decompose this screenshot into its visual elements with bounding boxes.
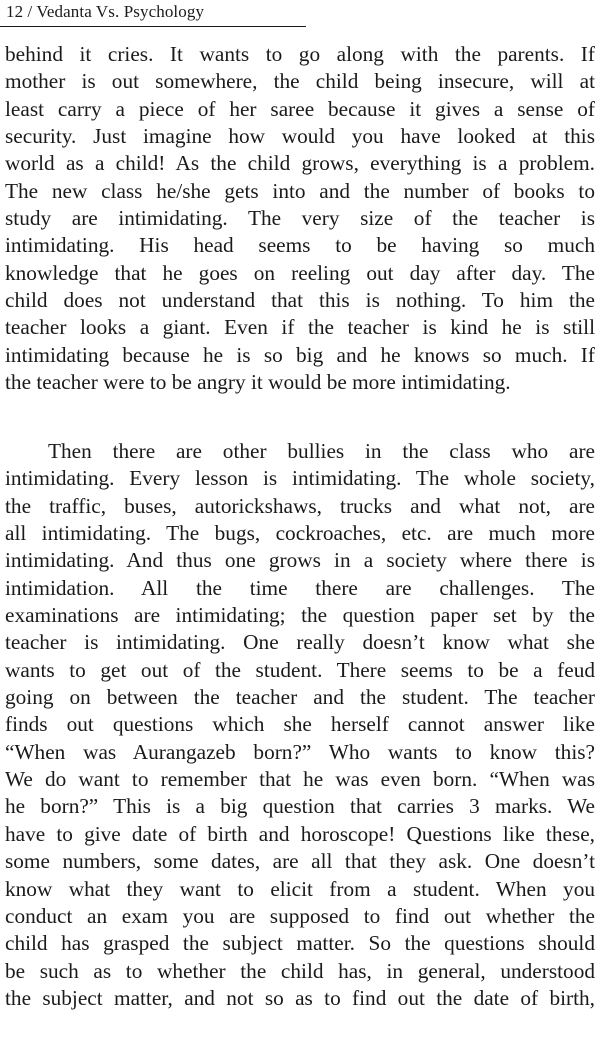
text-line: intimidation. All the time there are challenges. The: [5, 575, 595, 600]
text-line: conduct an exam you are supposed to find out whether the: [5, 903, 595, 928]
running-head: 12 / Vedanta Vs. Psychology: [6, 2, 205, 21]
text-line: Then there are other bullies in the class who are: [48, 439, 595, 463]
text-line: world as a child! As the child grows, everything is a problem.: [5, 151, 595, 176]
text-line: some numbers, some dates, are all that they ask. One doesn’t: [5, 849, 595, 874]
text-line: be such as to whether the child has, in general, understood: [5, 958, 595, 983]
text-line: mother is out somewhere, the child being insecure, will at: [5, 69, 595, 94]
text-line: examinations are intimidating; the question paper set by the: [5, 603, 595, 628]
text-line: The new class he/she gets into and the number of books to: [5, 178, 595, 203]
text-line: he born?” This is a big question that carries 3 marks. We: [5, 794, 595, 819]
text-line: intimidating. Every lesson is intimidating. The whole society,: [5, 466, 595, 491]
text-line: We do want to remember that he was even born. “When was: [5, 767, 595, 792]
text-line: least carry a piece of her saree because it gives a sense of: [5, 96, 595, 121]
text-line: study are intimidating. The very size of the teacher is: [5, 206, 595, 231]
text-line: security. Just imagine how would you have looked at this: [5, 124, 595, 149]
text-line: teacher is intimidating. One really doesn’t know what she: [5, 630, 595, 655]
text-line: going on between the teacher and the student. The teacher: [5, 685, 595, 710]
paragraph-2: [5, 438, 595, 1012]
text-line: teacher looks a giant. Even if the teacher is kind he is still: [5, 315, 595, 340]
text-line: behind it cries. It wants to go along with the parents. If: [5, 42, 595, 66]
text-line: intimidating. And thus one grows in a society where there is: [5, 548, 595, 573]
header-rule: [0, 26, 306, 27]
text-line: intimidating. His head seems to be having so much: [5, 233, 595, 258]
text-line: the teacher were to be angry it would be more intimidating.: [5, 370, 511, 395]
paragraph-1: [5, 41, 595, 396]
text-line: “When was Aurangazeb born?” Who wants to know this?: [5, 739, 595, 764]
text-line: the traffic, buses, autorickshaws, trucks and what not, are: [5, 493, 595, 518]
text-line: child does not understand that this is nothing. To him the: [5, 288, 595, 313]
text-line: finds out questions which she herself cannot answer like: [5, 712, 595, 737]
text-line: all intimidating. The bugs, cockroaches, etc. are much more: [5, 521, 595, 546]
text-line: the subject matter, and not so as to find out the date of birth,: [5, 985, 595, 1010]
text-line: know what they want to elicit from a student. When you: [5, 876, 595, 901]
text-line: child has grasped the subject matter. So the questions should: [5, 931, 595, 956]
text-line: knowledge that he goes on reeling out day after day. The: [5, 260, 595, 285]
text-line: wants to get out of the student. There seems to be a feud: [5, 657, 595, 682]
text-line: have to give date of birth and horoscope! Questions like these,: [5, 821, 595, 846]
text-line: intimidating because he is so big and he knows so much. If: [5, 342, 595, 367]
